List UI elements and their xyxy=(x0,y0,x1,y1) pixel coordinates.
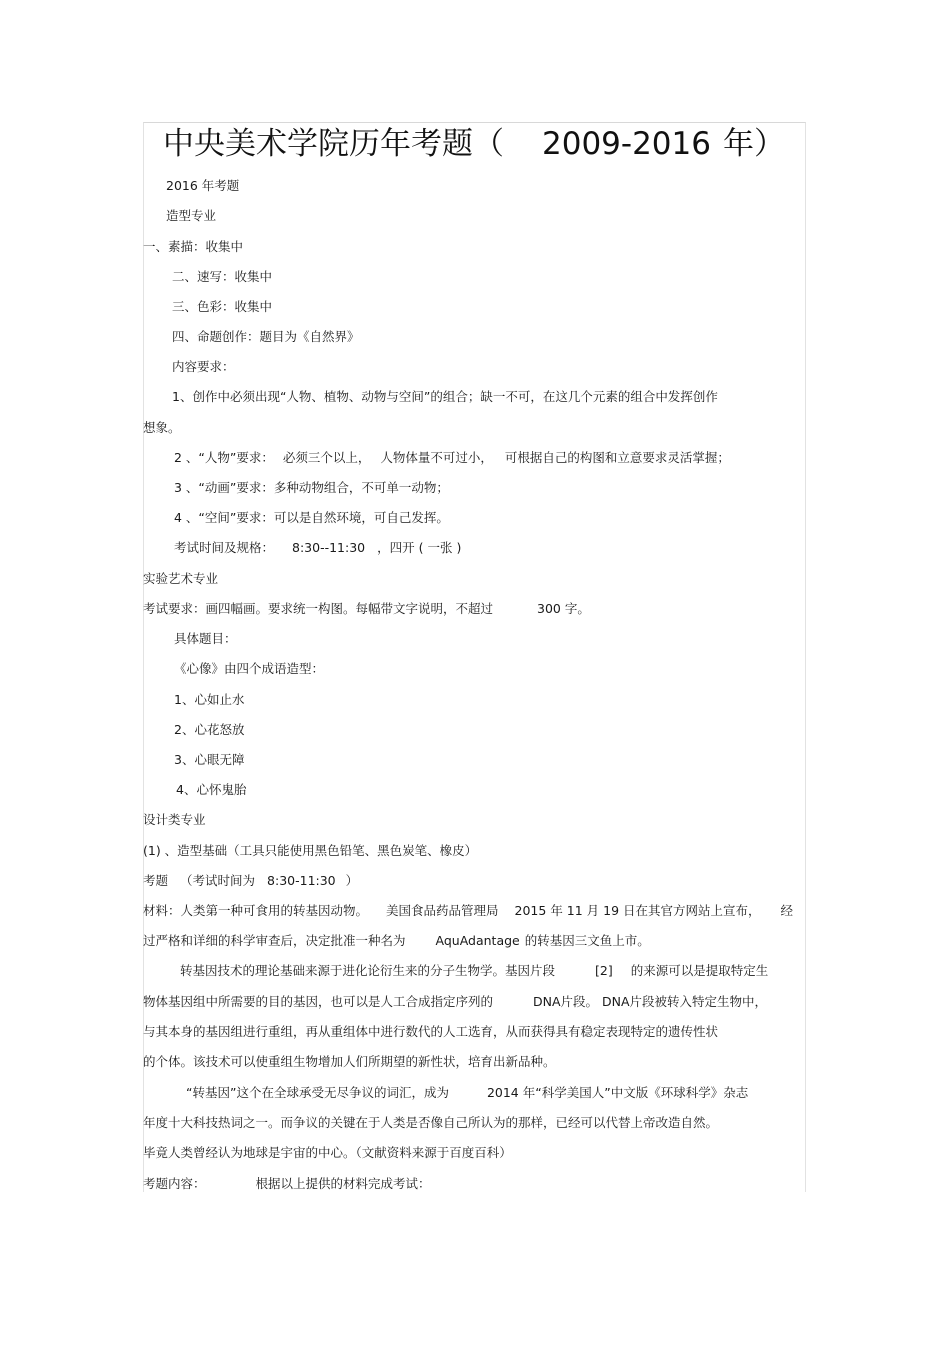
material-line-4 xyxy=(143,994,767,1010)
document-title xyxy=(163,122,785,166)
requirement-3: 3 、“动画”要求：多种动物组合，不可单一动物； xyxy=(174,480,449,495)
requirement-1-cont: 想象。 xyxy=(143,420,181,435)
title-year-range: 2009-2016 xyxy=(542,126,711,162)
material-line-8: 年度十大科技热词之一。而争议的关键在于人类是否像自己所认为的那样，已经可以代替上帝改造自然。 xyxy=(143,1115,719,1130)
exam-time-spec xyxy=(174,540,461,556)
exam-paper-size: ，四开 ( 一张 ) xyxy=(377,540,462,555)
material-line-6: 的个体。该技术可以使重组生物增加人们所期望的新性状，培育出新品种。 xyxy=(143,1054,556,1069)
topic-heart-image: 《心像》由四个成语造型： xyxy=(174,661,325,676)
requirement-2-b: 必须三个以上， xyxy=(282,450,371,465)
material-line-7 xyxy=(186,1085,748,1101)
material-3-a: 转基因技术的理论基础来源于进化论衍生来的分子生物学。基因片段 xyxy=(180,963,556,978)
item-sketch: 一、素描：收集中 xyxy=(143,239,244,254)
idiom-3: 3、心眼无障 xyxy=(174,752,245,767)
exam-time-label: 考试时间及规格： xyxy=(174,540,275,555)
experimental-word-limit: 300 字。 xyxy=(537,601,590,616)
requirement-4: 4 、“空间”要求：可以是自然环境，可自己发挥。 xyxy=(174,510,449,525)
material-2-b: AquAdantage xyxy=(435,933,520,948)
item-color: 三、色彩：收集中 xyxy=(172,299,273,314)
requirement-1: 1、创作中必须出现“人物、植物、动物与空间”的组合；缺一不可，在这几个元素的组合中发挥创作 xyxy=(172,389,718,404)
title-part-3: 年） xyxy=(722,126,785,162)
material-line-2 xyxy=(143,933,650,949)
material-4-b: DNA片段。 DNA片段被转入特定生物中， xyxy=(533,994,768,1009)
material-1-a: 材料：人类第一种可食用的转基因动物。 xyxy=(143,903,369,918)
topic-label: 具体题目： xyxy=(174,631,237,646)
item-quick-sketch: 二、速写：收集中 xyxy=(172,269,273,284)
material-4-a: 物体基因组中所需要的目的基因，也可以是人工合成指定序列的 xyxy=(143,994,494,1009)
material-1-b: 美国食品药品管理局 xyxy=(386,903,499,918)
requirement-2-d: 可根据自己的构图和立意要求灵活掌握； xyxy=(504,450,730,465)
design-exam-time-value: 8:30-11:30 xyxy=(267,873,336,888)
item-creation: 四、命题创作：题目为《自然界》 xyxy=(172,329,360,344)
design-exam-time xyxy=(143,873,358,889)
title-part-1: 中央美术学院历年考题（ xyxy=(163,126,504,162)
material-line-5: 与其本身的基因组进行重组，再从重组体中进行数代的人工选育，从而获得具有稳定表现特定的遗传性状 xyxy=(143,1024,719,1039)
design-exam-close: ） xyxy=(345,873,359,888)
section-year-heading: 2016 年考题 xyxy=(166,178,240,193)
exam-content-label: 考题内容： xyxy=(143,1176,206,1191)
exam-content-text: 根据以上提供的材料完成考试： xyxy=(255,1176,431,1191)
requirement-2-a: 2 、“人物”要求： xyxy=(174,450,274,465)
requirement-2-c: 人物体量不可过小， xyxy=(380,450,493,465)
experimental-requirements xyxy=(143,601,590,617)
material-2-a: 过严格和详细的科学审查后，决定批准一种名为 xyxy=(143,933,406,948)
idiom-4: 4、心怀鬼胎 xyxy=(176,782,247,797)
exam-content-line xyxy=(143,1176,431,1192)
material-3-b: [2] xyxy=(595,963,613,978)
material-1-d: 经 xyxy=(780,903,794,918)
material-line-3 xyxy=(180,963,768,979)
idiom-2: 2、心花怒放 xyxy=(174,722,245,737)
experimental-req-text: 考试要求：画四幅画。要求统一构图。每幅带文字说明，不超过 xyxy=(143,601,494,616)
material-7-b: 2014 年“科学美国人”中文版《环球科学》杂志 xyxy=(486,1085,749,1100)
material-7-a: “转基因”这个在全球承受无尽争议的词汇，成为 xyxy=(186,1085,449,1100)
section-major-experimental: 实验艺术专业 xyxy=(143,571,219,586)
design-exam-label: 考题 xyxy=(143,873,169,888)
material-3-c: 的来源可以是提取特定生 xyxy=(630,963,769,978)
exam-time-value: 8:30--11:30 xyxy=(292,540,366,555)
requirements-label: 内容要求： xyxy=(172,359,235,374)
design-exam-time-label: （考试时间为 xyxy=(180,873,256,888)
section-major-design: 设计类专业 xyxy=(143,812,206,827)
section-major-modeling: 造型专业 xyxy=(166,208,217,223)
material-line-1 xyxy=(143,903,793,919)
material-1-c: 2015 年 11 月 19 日在其官方网站上宣布， xyxy=(514,903,761,918)
design-basics: (1) 、造型基础（工具只能使用黑色铅笔、黑色炭笔、橡皮） xyxy=(143,843,478,858)
material-line-9: 毕竟人类曾经认为地球是宇宙的中心。（文献资料来源于百度百科） xyxy=(143,1145,512,1160)
material-2-c: 的转基因三文鱼上市。 xyxy=(524,933,650,948)
requirement-2 xyxy=(174,450,730,466)
idiom-1: 1、心如止水 xyxy=(174,692,245,707)
